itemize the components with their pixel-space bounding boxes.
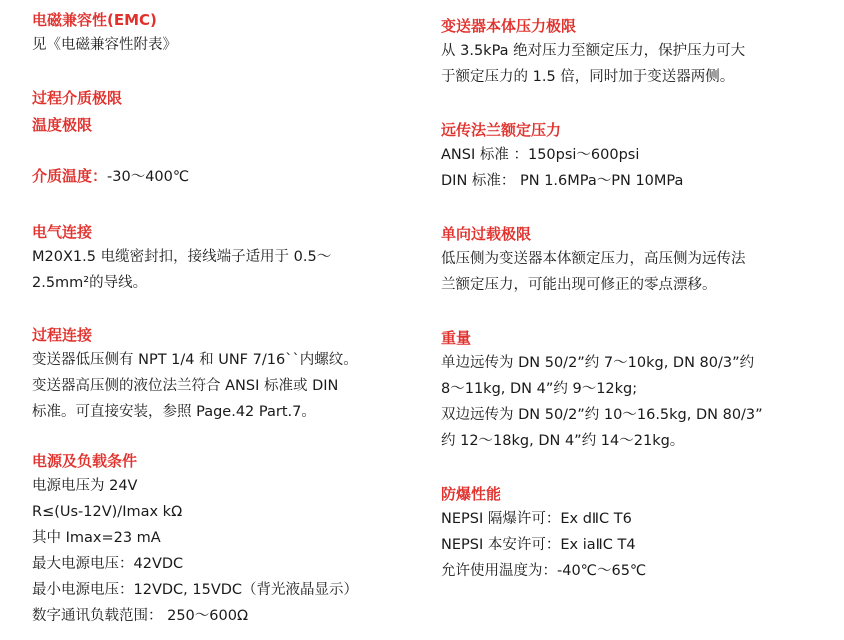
process-connection-line-1: 变送器低压侧有 NPT 1/4 和 UNF 7/16``内螺纹。 <box>32 352 358 368</box>
temperature-limit-section <box>32 115 412 137</box>
power-load-heading: 电源及负载条件 <box>32 452 138 470</box>
weight-section <box>441 328 831 454</box>
weight-line-2: 8～11kg, DN 4”约 9～12kg; <box>441 381 638 397</box>
process-connection-heading: 过程连接 <box>32 326 93 344</box>
electrical-connection-heading: 电气连接 <box>32 223 93 241</box>
body-pressure-limit-line-1: 从 3.5kPa 绝对压力至额定压力，保护压力可大 <box>441 43 746 59</box>
explosion-proof-line-1: NEPSI 隔爆许可：Ex dⅡC T6 <box>441 511 632 527</box>
explosion-proof-heading: 防爆性能 <box>441 485 502 503</box>
explosion-proof-line-2: NEPSI 本安许可：Ex iaⅡC T4 <box>441 537 636 553</box>
electrical-connection-line-2: 2.5mm²的导线。 <box>32 275 148 291</box>
power-load-line-3: 其中 Imax=23 mA <box>32 530 161 546</box>
electrical-connection-line-1: M20X1.5 电缆密封扣，接线端子适用于 0.5～ <box>32 249 332 265</box>
remote-flange-rating-heading: 远传法兰额定压力 <box>441 121 562 139</box>
power-load-section <box>32 451 412 629</box>
emc-heading: 电磁兼容性(EMC) <box>32 11 157 29</box>
explosion-proof-section <box>441 484 831 584</box>
emc-section <box>32 10 412 58</box>
one-way-overload-line-2: 兰额定压力，可能出现可修正的零点漂移。 <box>441 277 717 293</box>
remote-flange-rating-section <box>441 120 831 194</box>
electrical-connection-section <box>32 222 412 296</box>
weight-line-4: 约 12～18kg, DN 4”约 14～21kg。 <box>441 433 685 449</box>
temperature-limit-heading: 温度极限 <box>32 116 93 134</box>
power-load-line-6: 数字通讯负载范围： 250～600Ω <box>32 608 249 624</box>
remote-flange-rating-line-1: ANSI 标准 ：150psi～600psi <box>441 147 640 163</box>
remote-flange-rating-line-2: DIN 标准： PN 1.6MPa～PN 10MPa <box>441 173 684 189</box>
body-pressure-limit-line-2: 于额定压力的 1.5 倍，同时加于变送器两侧。 <box>441 69 735 85</box>
power-load-line-1: 电源电压为 24V <box>32 478 138 494</box>
power-load-line-2: R≤(Us-12V)/Imax kΩ <box>32 504 183 520</box>
process-connection-line-2: 变送器高压侧的液位法兰符合 ANSI 标准或 DIN <box>32 378 339 394</box>
medium-temperature-label: 介质温度： <box>32 167 108 185</box>
power-load-line-5: 最小电源电压：12VDC, 15VDC（背光液晶显示） <box>32 582 359 598</box>
weight-heading: 重量 <box>441 329 472 347</box>
weight-line-3: 双边远传为 DN 50/2”约 10～16.5kg, DN 80/3” <box>441 407 763 423</box>
explosion-proof-line-3: 允许使用温度为：-40℃～65℃ <box>441 563 647 579</box>
medium-temperature-value: -30～400℃ <box>107 169 190 185</box>
one-way-overload-line-1: 低压侧为变送器本体额定压力，高压侧为远传法 <box>441 251 746 267</box>
process-connection-line-3: 标准。可直接安装，参照 Page.42 Part.7。 <box>32 404 316 420</box>
process-medium-limit-section <box>32 88 412 110</box>
emc-line: 见《电磁兼容性附表》 <box>32 37 177 53</box>
process-medium-limit-heading: 过程介质极限 <box>32 89 123 107</box>
one-way-overload-section <box>441 224 831 298</box>
body-pressure-limit-heading: 变送器本体压力极限 <box>441 17 577 35</box>
power-load-line-4: 最大电源电压：42VDC <box>32 556 184 572</box>
medium-temperature-row <box>32 164 412 189</box>
process-connection-section <box>32 325 412 425</box>
body-pressure-limit-section <box>441 16 831 90</box>
weight-line-1: 单边远传为 DN 50/2”约 7～10kg, DN 80/3”约 <box>441 355 755 371</box>
one-way-overload-heading: 单向过载极限 <box>441 225 532 243</box>
